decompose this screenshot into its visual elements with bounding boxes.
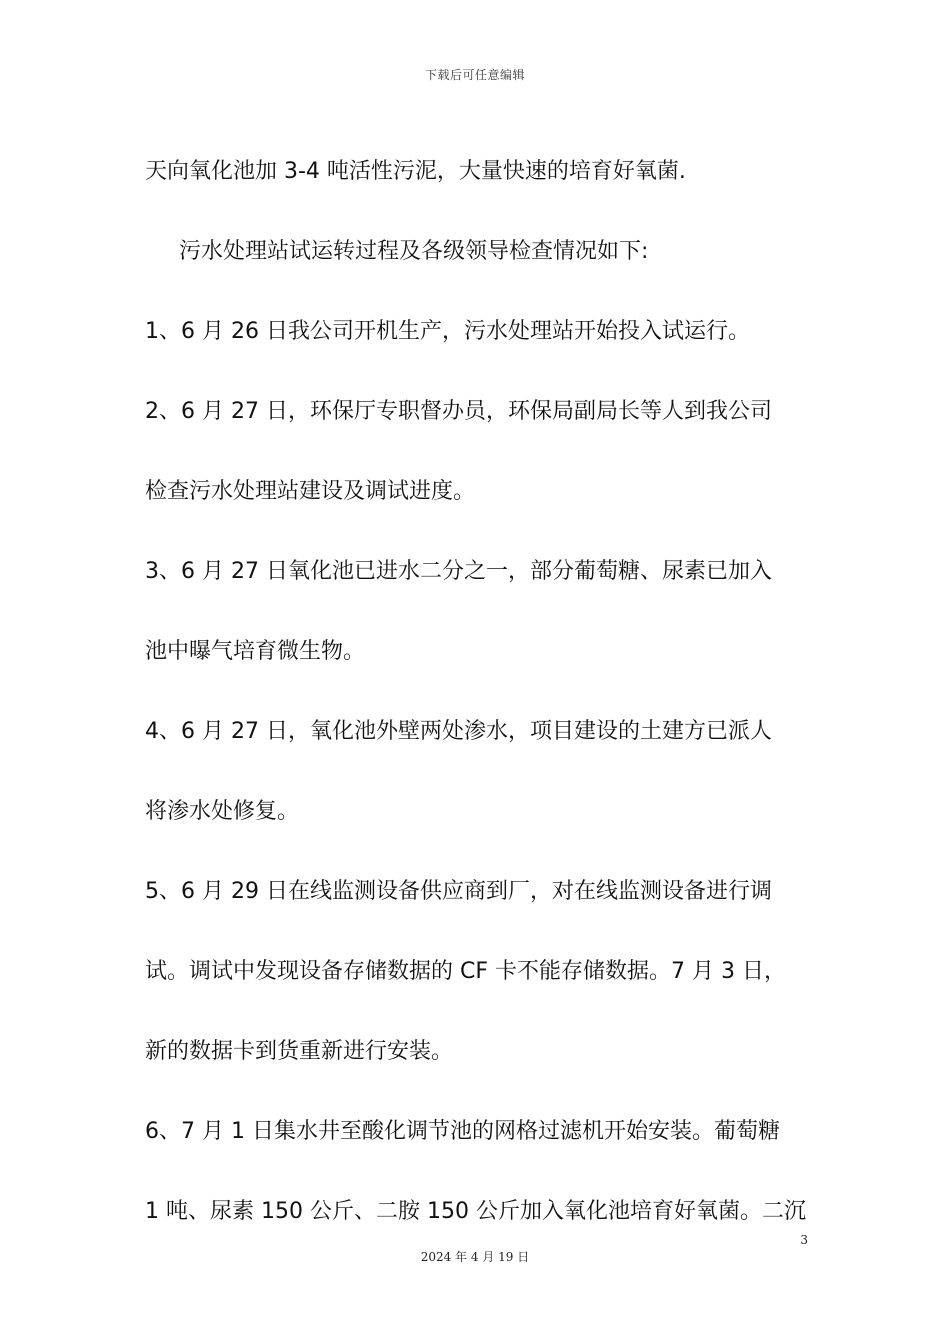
text-line: 1 吨、尿素 150 公斤、二胺 150 公斤加入氧化池培育好氧菌。二沉	[145, 1199, 806, 1224]
text-line: 2、6 月 27 日，环保厅专职督办员，环保局副局长等人到我公司	[145, 399, 772, 424]
text-line: 将渗水处修复。	[145, 799, 300, 824]
text-line: 6、7 月 1 日集水井至酸化调节池的网格过滤机开始安装。葡萄糖	[145, 1119, 780, 1144]
document-body	[145, 132, 815, 1252]
text-line: 试。调试中发现设备存储数据的 CF 卡不能存储数据。7 月 3 日，	[145, 959, 786, 984]
text-line: 检查污水处理站建设及调试进度。	[145, 479, 476, 504]
text-line: 污水处理站试运转过程及各级领导检查情况如下:	[179, 239, 649, 264]
text-line: 池中曝气培育微生物。	[145, 639, 366, 664]
text-line: 3、6 月 27 日氧化池已进水二分之一，部分葡萄糖、尿素已加入	[145, 559, 772, 584]
page-number: 3	[800, 1233, 808, 1247]
text-line: 5、6 月 29 日在线监测设备供应商到厂，对在线监测设备进行调	[145, 879, 772, 904]
page-header: 下载后可任意编辑	[424, 68, 525, 82]
text-line: 新的数据卡到货重新进行安装。	[145, 1039, 454, 1064]
footer-date: 2024 年 4 月 19 日	[420, 1250, 530, 1264]
text-line: 天向氧化池加 3-4 吨活性污泥，大量快速的培育好氧菌.	[145, 159, 686, 184]
text-line: 4、6 月 27 日，氧化池外壁两处渗水，项目建设的土建方已派人	[145, 719, 772, 744]
text-line: 1、6 月 26 日我公司开机生产，污水处理站开始投入试运行。	[145, 319, 750, 344]
